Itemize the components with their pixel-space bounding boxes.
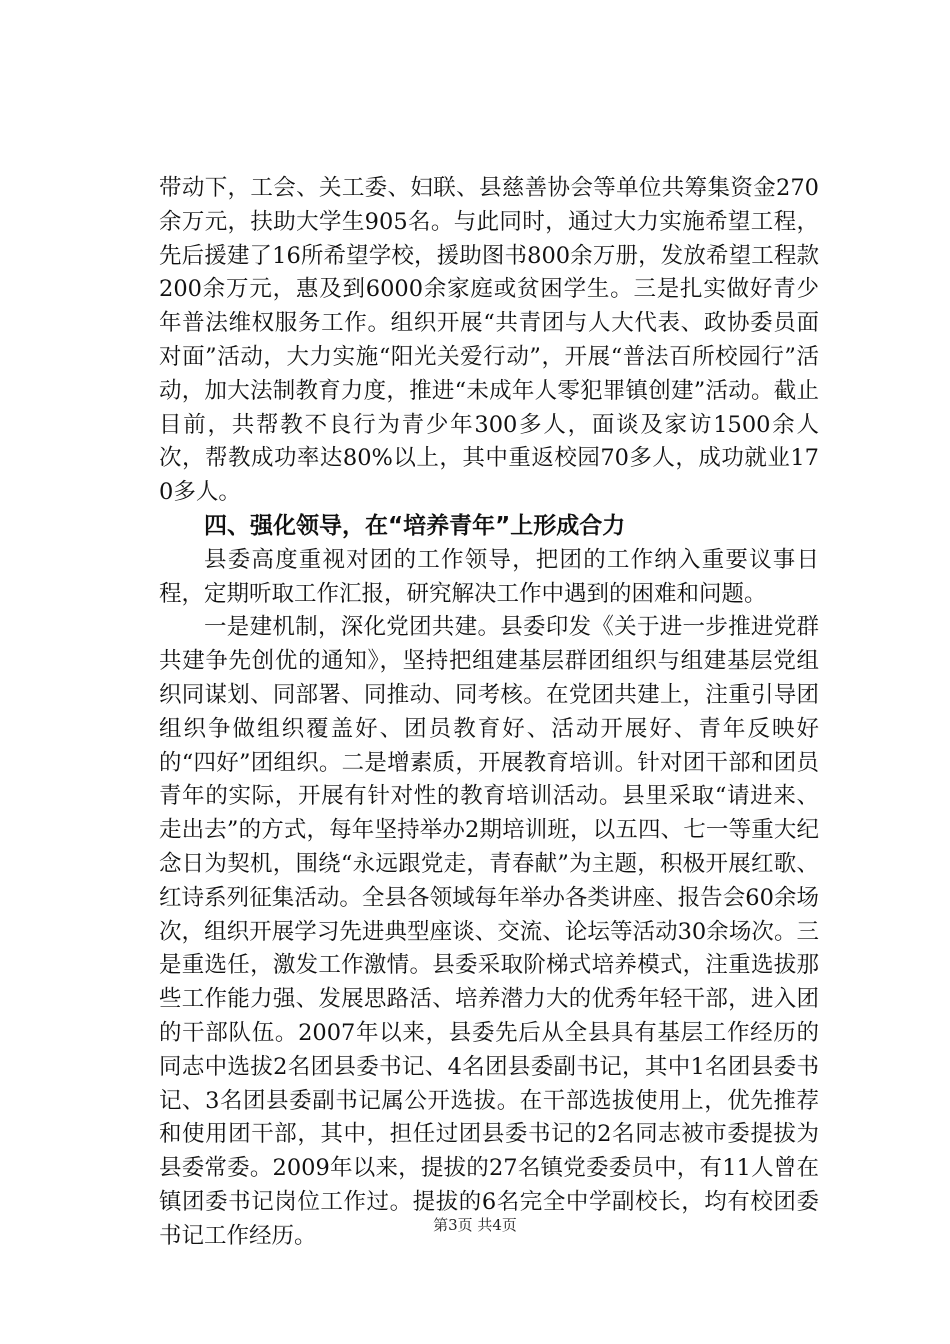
body-paragraph: 一是建机制，深化党团共建。县委印发《关于进一步推进党群共建争先创优的通知》，坚持把组建基层群团组织与组建基层党组织同谋划、同部署、同推动、同考核。在党团共建上，注重引导团组织争做组织覆盖好、团员教育好、活动开展好、青年反映好的“四好”团组织。二是增素质，开展教育培训。针对团干部和团员青年的实际，开展有针对性的教育培训活动。县里采取“请进来、走出去”的方式，每年坚持举办2期培训班，以五四、七一等重大纪念日为契机，围绕“永远跟党走，青春献”为主题，积极开展红歌、红诗系列征集活动。全县各领域每年举办各类讲座、报告会60余场次，组织开展学习先进典型座谈、交流、论坛等活动30余场次。三是重选任，激发工作激情。县委采取阶梯式培养模式，注重选拔那些工作能力强、发展思路活、培养潜力大的优秀年轻干部，进入团的干部队伍。2007年以来，县委先后从全县具有基层工作经历的同志中选拔2名团县委书记、4名团县委副书记，其中1名团县委书记、3名团县委副书记属公开选拔。在干部选拔使用上，优先推荐和使用团干部，其中，担任过团县委书记的2名同志被市委提拔为县委常委。2009年以来，提拔的27名镇党委委员中，有11人曾在镇团委书记岗位工作过。提拔的6名完全中学副校长，均有校团委书记工作经历。 bbox=[159, 614, 819, 1249]
body-paragraph: 县委高度重视对团的工作领导，把团的工作纳入重要议事日程，定期听取工作汇报，研究解决工作中遇到的困难和问题。 bbox=[159, 546, 819, 607]
document-body bbox=[159, 172, 819, 1254]
body-paragraph: 带动下，工会、关工委、妇联、县慈善协会等单位共筹集资金270余万元，扶助大学生905名。与此同时，通过大力实施希望工程，先后援建了16所希望学校，援助图书800余万册，发放希望工程款200余万元，惠及到6000余家庭或贫困学生。三是扎实做好青少年普法维权服务工作。组织开展“共青团与人大代表、政协委员面对面”活动，大力实施“阳光关爱行动”，开展“普法百所校园行”活动，加大法制教育力度，推进“未成年人零犯罪镇创建”活动。截止目前，共帮教不良行为青少年300多人，面谈及家访1500余人次，帮教成功率达80%以上，其中重返校园70多人，成功就业170多人。 bbox=[159, 175, 819, 506]
section-heading: 四、强化领导，在“培养青年”上形成合力 bbox=[204, 512, 626, 539]
page-number: 第3页 共4页 bbox=[433, 1216, 517, 1234]
page-footer bbox=[0, 1215, 950, 1235]
